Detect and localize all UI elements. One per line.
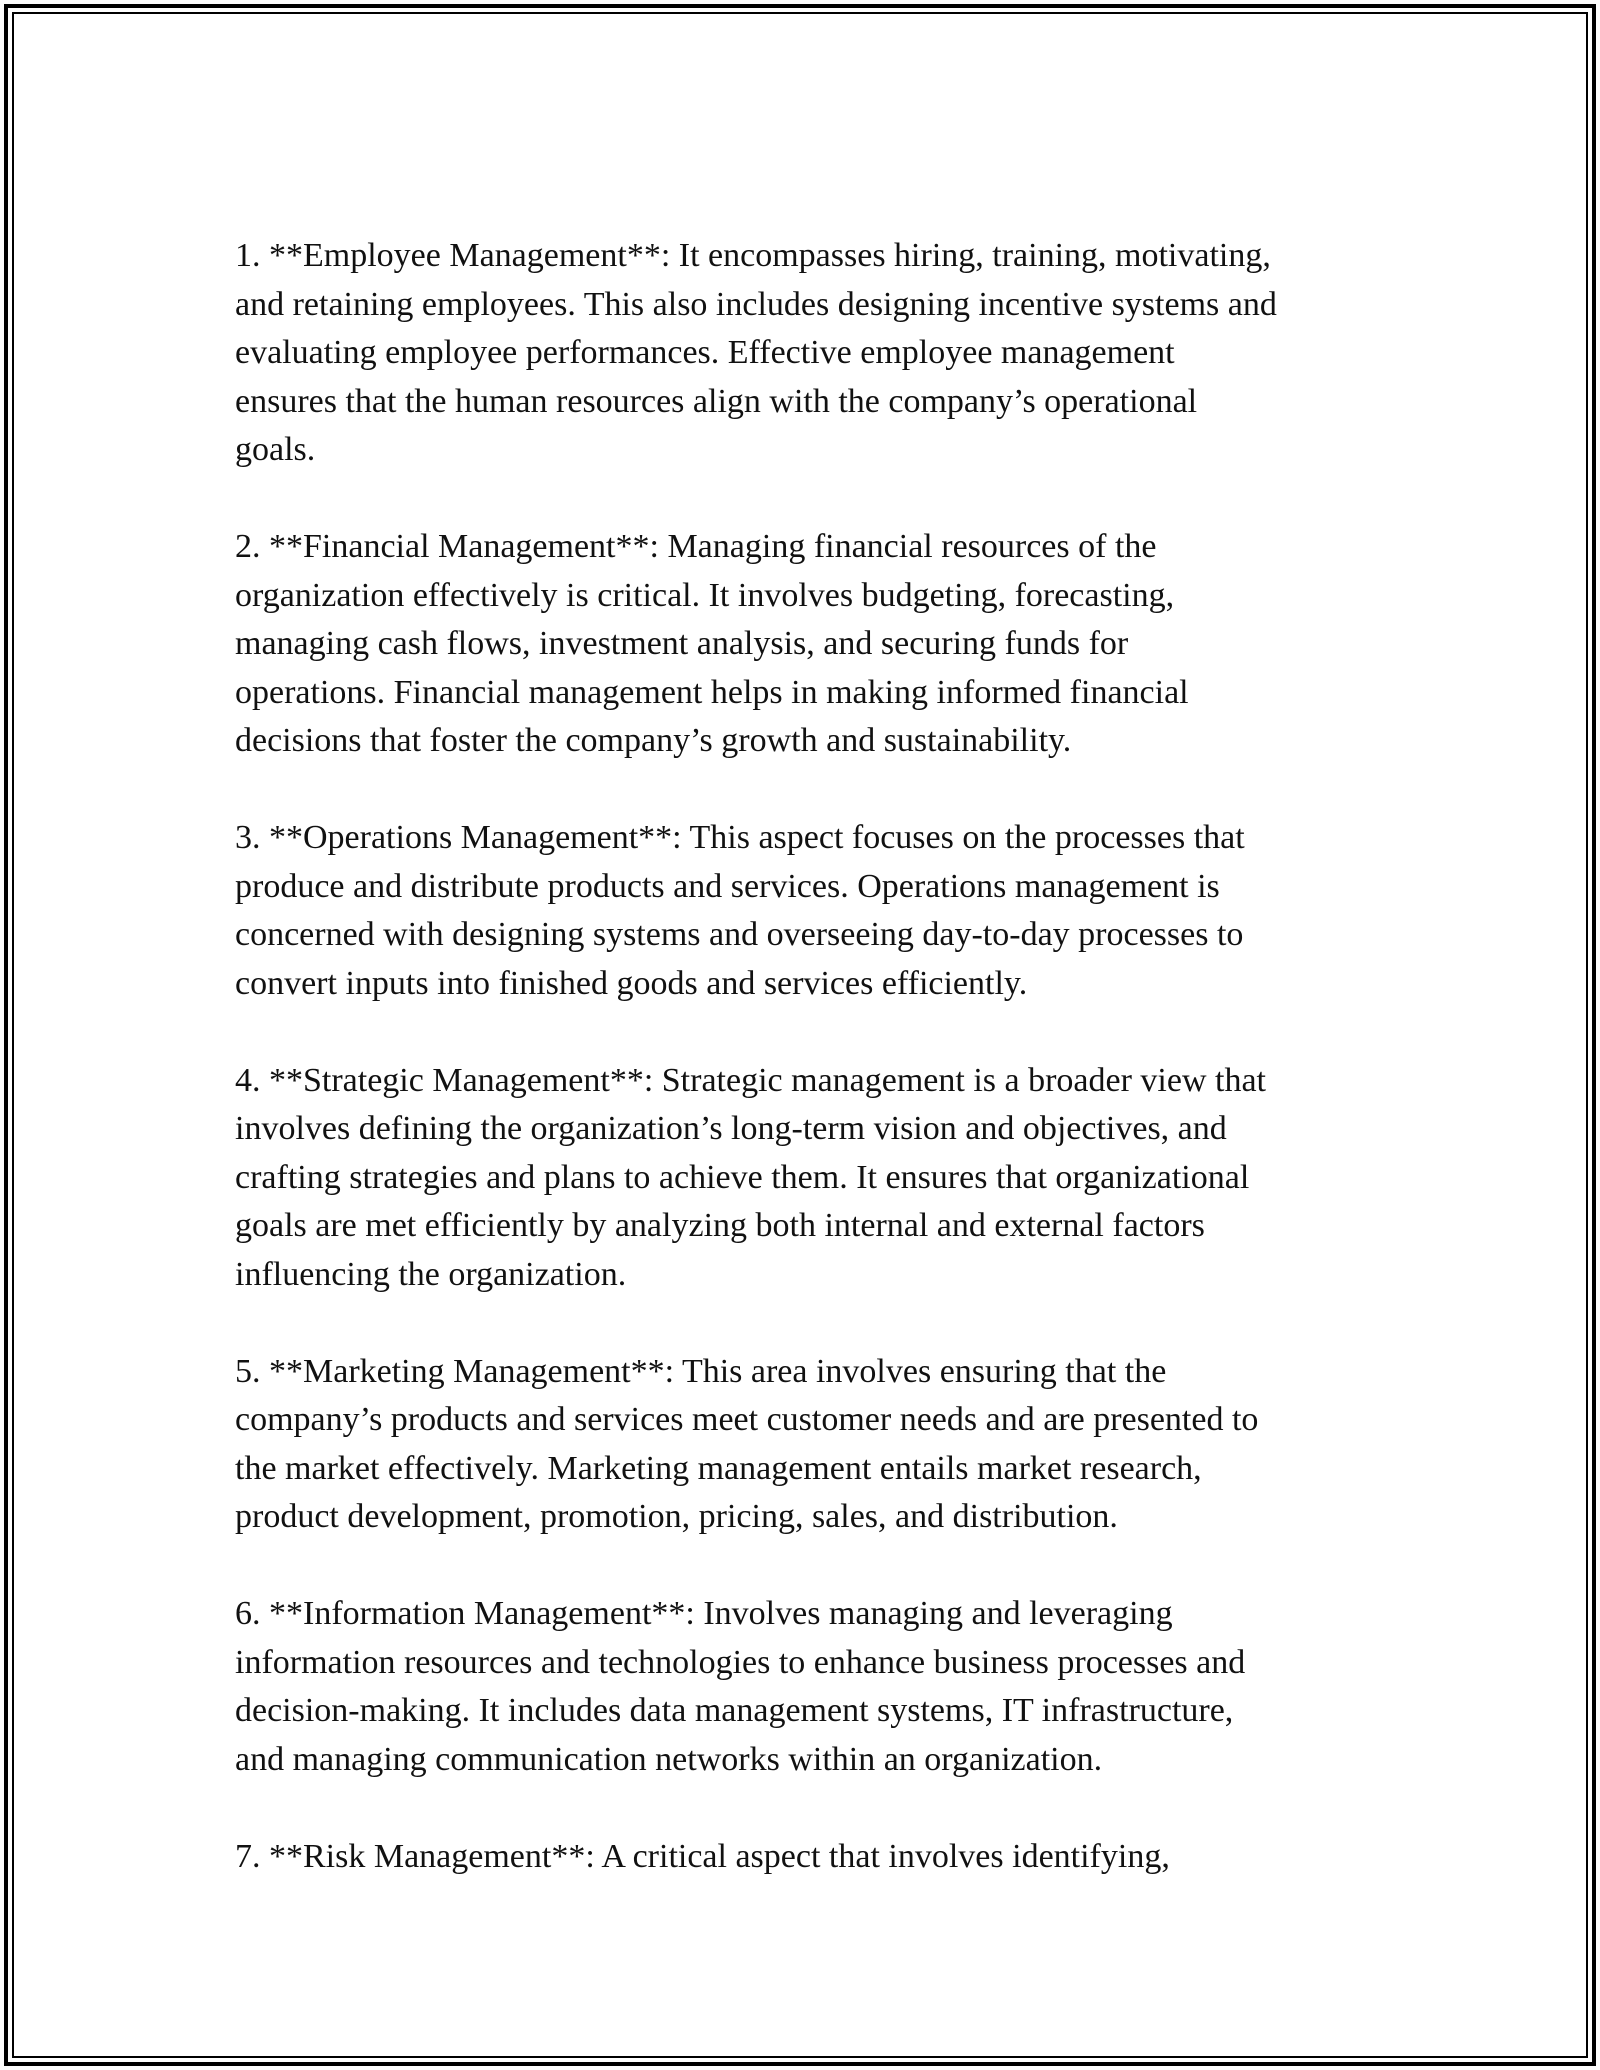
list-item-risk-management: 7. **Risk Management**: A critical aspect that involves identifying, [235,1837,1170,1875]
list-item-employee-management: 1. **Employee Management**: It encompasses hiring, training, motivating, and retaining employees. This also includes designing incentive systems and evaluating employee performances. Effective employee management ensures that the human resources align with the company’s operational goals. [235,237,1277,468]
list-item-operations-management: 3. **Operations Management**: This aspect focuses on the processes that produce and distribute products and services. Operations management is concerned with designing systems and overseeing day-to-day processes to convert inputs into finished goods and services efficiently. [235,819,1245,1002]
list-item-strategic-management: 4. **Strategic Management**: Strategic management is a broader view that involves defining the organization’s long-term vision and objectives, and crafting strategies and plans to achieve them. It ensures that organizational goals are met efficiently by analyzing both internal and external factors influencing the organization. [235,1061,1266,1293]
list-item-financial-management: 2. **Financial Management**: Managing financial resources of the organization effectively is critical. It involves budgeting, forecasting, managing cash flows, investment analysis, and securing funds for operations. Financial management helps in making informed financial decisions that foster the company’s growth and sustainability. [235,528,1189,759]
list-item-information-management: 6. **Information Management**: Involves managing and leveraging information resources and technologies to enhance business processes and decision-making. It includes data management systems, IT infrastructure, and managing communication networks within an organization. [235,1595,1246,1778]
document-body [235,232,1385,1881]
list-item-marketing-management: 5. **Marketing Management**: This area involves ensuring that the company’s products and services meet customer needs and are presented to the market effectively. Marketing management entails market research, product development, promotion, pricing, sales, and distribution. [235,1352,1259,1535]
